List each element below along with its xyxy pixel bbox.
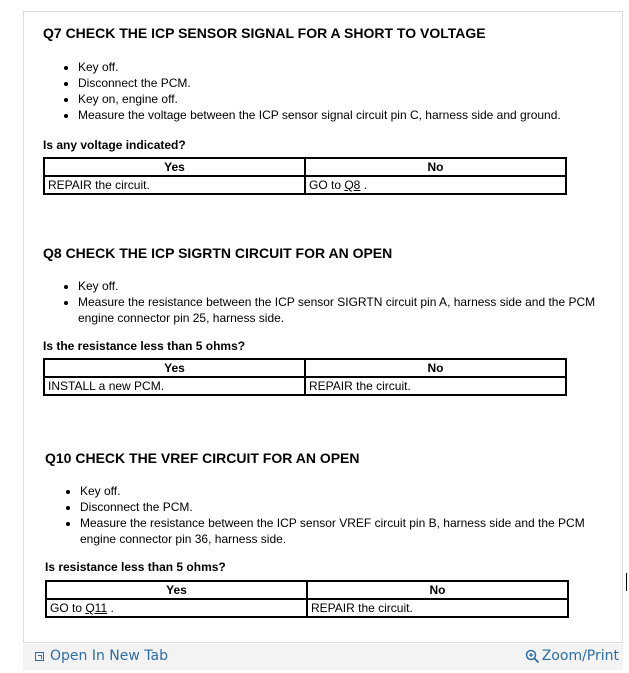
step-list <box>63 483 600 547</box>
step-item: • Measure the resistance between the ICP sensor SIGRTN circuit pin A, harness side and the PCM engine connector pin 25, harness side. <box>78 294 598 326</box>
result-table <box>43 157 567 195</box>
link-q8[interactable]: Q8 <box>344 178 361 192</box>
step-item: • Key off. <box>78 278 598 294</box>
link-q11[interactable]: Q11 <box>85 601 108 615</box>
no-cell <box>305 176 566 194</box>
document-frame <box>23 11 623 643</box>
step-item: • Key off. <box>80 483 600 499</box>
text-cursor <box>626 573 627 591</box>
open-new-tab-label: Open In New Tab <box>50 648 168 664</box>
step-list <box>61 59 598 123</box>
section-title: Q8 CHECK THE ICP SIGRTN CIRCUIT FOR AN OPEN <box>43 245 393 261</box>
result-table <box>45 580 569 618</box>
section-title: Q10 CHECK THE VREF CIRCUIT FOR AN OPEN <box>45 450 360 466</box>
step-item: • Measure the resistance between the ICP sensor VREF circuit pin B, harness side and the PCM engine connector pin 36, harness side. <box>80 515 600 547</box>
yes-header: Yes <box>44 359 305 377</box>
no-header: No <box>305 158 566 176</box>
footer-bar <box>23 644 623 670</box>
result-table <box>43 358 567 396</box>
step-item: • Disconnect the PCM. <box>80 499 600 515</box>
no-cell: REPAIR the circuit. <box>305 377 566 395</box>
open-new-tab-button[interactable] <box>35 648 168 664</box>
question-text: Is resistance less than 5 ohms? <box>45 560 226 574</box>
no-cell: REPAIR the circuit. <box>307 599 568 617</box>
yes-cell: INSTALL a new PCM. <box>44 377 305 395</box>
yes-suffix: . <box>107 601 114 615</box>
question-text: Is the resistance less than 5 ohms? <box>43 339 246 353</box>
step-item: • Key on, engine off. <box>78 91 598 107</box>
step-item: • Measure the voltage between the ICP sensor signal circuit pin C, harness side and ground. <box>78 107 598 123</box>
no-suffix: . <box>360 178 368 192</box>
no-prefix: GO to <box>309 178 345 192</box>
yes-cell: REPAIR the circuit. <box>44 176 305 194</box>
section-title: Q7 CHECK THE ICP SENSOR SIGNAL FOR A SHORT TO VOLTAGE <box>43 25 486 41</box>
yes-cell <box>46 599 307 617</box>
step-item: • Disconnect the PCM. <box>78 75 598 91</box>
yes-prefix: GO to <box>50 601 86 615</box>
yes-header: Yes <box>46 581 307 599</box>
question-text: Is any voltage indicated? <box>43 138 186 152</box>
step-list <box>61 278 598 326</box>
no-header: No <box>307 581 568 599</box>
zoom-in-icon <box>525 649 540 664</box>
step-item: • Key off. <box>78 59 598 75</box>
yes-header: Yes <box>44 158 305 176</box>
zoom-print-button[interactable] <box>525 648 619 664</box>
no-header: No <box>305 359 566 377</box>
zoom-print-label: Zoom/Print <box>541 648 619 664</box>
external-link-icon <box>35 652 44 661</box>
